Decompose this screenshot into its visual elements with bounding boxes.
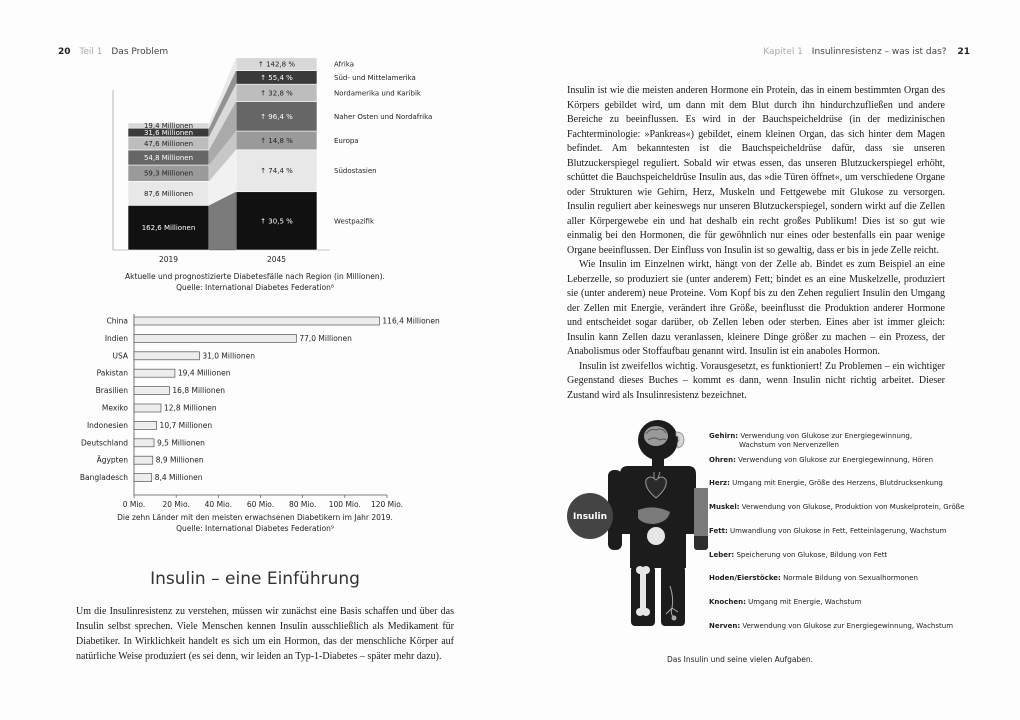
stacked-value-label: 19,4 Millionen: [143, 122, 194, 131]
task-text: Umgang mit Energie, Wachstum: [745, 598, 862, 606]
fat-icon: [647, 527, 665, 545]
task-organ: Knochen:: [709, 598, 746, 606]
stacked-region-label: Europa: [334, 136, 359, 145]
country-value-label: 10,7 Millionen: [159, 420, 213, 430]
task-text: Verwendung von Glukose zur Energiegewinnung, Hören: [735, 456, 934, 464]
task-item: [709, 479, 979, 488]
country-value-label: 16,8 Millionen: [172, 386, 226, 396]
task-text: Verwendung von Glukose zur Energiegewinnung,: [738, 432, 913, 440]
country-chart-caption: [90, 512, 420, 534]
country-label: Ägypten: [96, 455, 128, 465]
left-running-header: [58, 47, 168, 57]
task-text-continued: Wachstum von Nervenzellen: [739, 441, 839, 449]
country-x-tick-label: 20 Mio.: [162, 500, 190, 509]
stacked-category-label: 2019: [158, 255, 179, 264]
country-x-tick-label: 60 Mio.: [246, 500, 275, 509]
country-bar: [134, 317, 379, 325]
task-item: [709, 527, 979, 536]
chapter-title: Insulinresistenz – was ist das?: [811, 47, 947, 57]
stacked-caption-line-1: Aktuelle und prognostizierte Diabetesfälle nach Region (in Millionen).: [125, 272, 385, 281]
task-text: Verwendung von Glukose zur Energiegewinnung, Wachstum: [740, 622, 954, 630]
body-text-left: Um die Insulinresistenz zu verstehen, müssen wir zunächst eine Basis schaffen und über das Insulin selbst sprechen. Viele Menschen kennen Insulin ausschließlich als Medikament für Diabetiker. In Wirklichkeit handelt es sich um ein Hormon, das der menschliche Körper auf natürliche Weise produziert (es sei denn, wir leiden an Typ-1-Diabetes – später mehr dazu).: [76, 606, 454, 662]
body-text-right: [567, 84, 945, 403]
country-label: Pakistan: [96, 368, 128, 378]
stacked-region-label: Afrika: [334, 60, 355, 69]
stacked-value-label: ↑ 30,5 %: [260, 217, 293, 226]
body-paragraph-2: Wie Insulin im Einzelnen wirkt, hängt von der Zelle ab. Bindet es zum Beispiel an eine Leberzelle, so produziert sie (unter anderem) Fett; bindet es an eine Muskelzelle, produziert sie (unter anderem) neue Proteine. Vom Kopf bis zu den Zehen reguliert Insulin den Umgang der Zellen mit Energie, verändert ihre Größe, beeinflusst die Produktion anderer Hormone und entscheidet sogar darüber, ob Zellen leben oder sterben. Eines aber ist immer gleich: Insulin kann Zellen dazu veranlassen, kleinere Dinge größer zu machen – ein Prozess, der Anabolismus oder Stoffaufbau genannt wird. Insulin ist ein anaboles Hormon.: [567, 259, 945, 357]
country-value-label: 116,4 Millionen: [382, 316, 440, 326]
task-organ: Muskel:: [709, 503, 740, 511]
chapter-label: Kapitel 1: [763, 47, 803, 57]
task-text: Normale Bildung von Sexualhormonen: [780, 574, 918, 582]
stacked-region-label: Naher Osten und Nordafrika: [334, 112, 433, 121]
task-item: [709, 551, 979, 560]
country-value-label: 12,8 Millionen: [163, 403, 217, 413]
stacked-value-label: 87,6 Millionen: [143, 189, 194, 198]
right-running-header: [763, 47, 970, 57]
country-bar: [134, 352, 199, 360]
country-label: Bangladesch: [79, 473, 128, 483]
task-text: Verwendung von Glukose, Produktion von Muskelprotein, Größe: [739, 503, 965, 511]
country-x-tick-label: 40 Mio.: [204, 500, 232, 509]
country-value-label: 77,0 Millionen: [299, 333, 352, 343]
figure-caption: Das Insulin und seine vielen Aufgaben.: [667, 655, 813, 664]
task-organ: Herz:: [709, 479, 730, 487]
country-label: Deutschland: [80, 438, 128, 448]
task-item: [709, 456, 979, 465]
stacked-value-label: ↑ 142,8 %: [257, 60, 296, 69]
insulin-body-figure: [558, 418, 718, 648]
country-x-tick-label: 120 Mio.: [370, 500, 404, 509]
neck: [652, 458, 664, 466]
country-bar: [134, 387, 169, 395]
task-organ: Fett:: [709, 527, 728, 535]
stacked-category-label: 2045: [266, 255, 287, 264]
muscle-icon: [694, 488, 708, 536]
country-bar: [134, 474, 152, 482]
country-bar: [134, 404, 161, 412]
stacked-value-label: ↑ 74,4 %: [260, 167, 293, 176]
country-value-label: 8,4 Millionen: [154, 473, 203, 483]
left-page-number: 20: [58, 47, 71, 57]
task-item: [709, 432, 979, 450]
country-value-label: 8,9 Millionen: [155, 455, 204, 465]
insulin-label: Insulin: [572, 512, 608, 522]
stacked-value-label: ↑ 32,8 %: [260, 89, 293, 98]
task-text: Umgang mit Energie, Größe des Herzens, Blutdrucksenkung: [729, 479, 943, 487]
country-x-tick-label: 100 Mio.: [328, 500, 361, 509]
country-label: Brasilien: [95, 386, 128, 396]
task-organ: Hoden/Eierstöcke:: [709, 574, 781, 582]
country-bar-chart: [0, 312, 510, 512]
country-value-label: 31,0 Millionen: [202, 351, 255, 361]
country-x-tick-label: 80 Mio.: [289, 500, 317, 509]
stacked-region-label: Süd- und Mittelamerika: [334, 73, 416, 82]
task-text: Umwandlung von Glukose in Fett, Fetteinlagerung, Wachstum: [727, 527, 947, 535]
stacked-value-label: 54,8 Millionen: [143, 153, 194, 162]
stacked-value-label: 31,6 Millionen: [143, 129, 194, 138]
country-label: Indien: [104, 333, 128, 343]
stacked-region-label: Südostasien: [334, 167, 377, 176]
country-x-tick-label: 0 Mio.: [122, 500, 146, 509]
country-bar: [134, 369, 175, 377]
left-part-title: Das Problem: [111, 47, 169, 57]
task-item: [709, 574, 979, 583]
country-label: Indonesien: [86, 420, 128, 430]
country-caption-line-2: Quelle: International Diabetes Federation⁹: [176, 524, 334, 533]
stacked-region-label: Westpazifik: [334, 217, 375, 226]
country-bar: [134, 456, 153, 464]
country-caption-line-1: Die zehn Länder mit den meisten erwachsenen Diabetikern im Jahr 2019.: [117, 513, 393, 522]
stacked-chart-caption: [90, 271, 420, 293]
country-bar: [134, 421, 157, 429]
left-part-label: Teil 1: [79, 47, 103, 57]
task-organ: Ohren:: [709, 456, 736, 464]
task-organ: Leber:: [709, 551, 735, 559]
section-title: Insulin – eine Einführung: [150, 569, 360, 589]
task-item: [709, 622, 979, 631]
stacked-value-label: ↑ 55,4 %: [260, 73, 293, 82]
country-label: USA: [112, 351, 128, 361]
country-bar: [134, 439, 154, 447]
task-organ: Gehirn:: [709, 432, 739, 440]
country-label: China: [106, 316, 128, 326]
country-label: Mexiko: [101, 403, 128, 413]
country-value-label: 9,5 Millionen: [157, 438, 205, 448]
stacked-value-label: 59,3 Millionen: [143, 169, 194, 178]
task-item: [709, 503, 979, 512]
task-item: [709, 598, 979, 607]
stacked-value-label: ↑ 14,8 %: [260, 136, 293, 145]
body-paragraph-1: Insulin ist wie die meisten anderen Hormone ein Protein, das in einem bestimmten Organ des Körpers gebildet wird, um dann mit dem Blut durch ihn hindurchzufließen und andere Bereiche zu beeinflussen. Es wird in der Bauchspeicheldrüse (in der medizinischen Fachterminologie: »Pankreas«) gebildet, einem kleinen Organ, das sich hinter dem Magen befindet. Am bekanntesten ist die Bauchspeicheldrüse dafür, dass sie unseren Blutzuckerspiegel reguliert. Sobald wir etwas essen, das unseren Blutzuckerspiegel erhöht, schüttet die Bauchspeicheldrüse Insulin aus, das »die Türen öffnet«, um verschiedene Organe oder Strukturen wie Gehirn, Herz, Muskeln und Fettgewebe mit Glukose zu versorgen. Insulin reguliert aber keineswegs nur unseren Blutzuckerspiegel, sondern wirkt auf die Zellen aller Körpergewebe ein und hat deshalb ein recht großes Publikum! Dies ist so gut wie einmalig bei den Hormonen, die für gewöhnlich nur eines oder bestenfalls ein paar wenige Organe beeinflussen. Der Einfluss von Insulin ist so gewaltig, dass er bis in jede Zelle reicht.: [567, 85, 945, 256]
stacked-value-label: 162,6 Millionen: [141, 224, 196, 233]
task-organ: Nerven:: [709, 622, 741, 630]
task-text: Speicherung von Glukose, Bildung von Fett: [734, 551, 888, 559]
stacked-region-label: Nordamerika und Karibik: [334, 89, 421, 98]
country-bar: [134, 334, 296, 342]
country-value-label: 19,4 Millionen: [177, 368, 231, 378]
brain-icon: [644, 426, 668, 446]
stacked-value-label: ↑ 96,4 %: [260, 112, 293, 121]
stacked-caption-line-2: Quelle: International Diabetes Federation⁸: [176, 283, 334, 292]
body-paragraph-3: Insulin ist zweifellos wichtig. Vorausgesetzt, es funktioniert! Zu Problemen – ein wichtiger Gegenstand dieses Buches – kommt es dann, wenn Insulin nicht richtig arbeitet. Dieser Zustand wird als Insulinresistenz bezeichnet.: [567, 360, 945, 401]
right-page-number: 21: [957, 47, 970, 57]
stacked-value-label: 47,6 Millionen: [143, 139, 194, 148]
